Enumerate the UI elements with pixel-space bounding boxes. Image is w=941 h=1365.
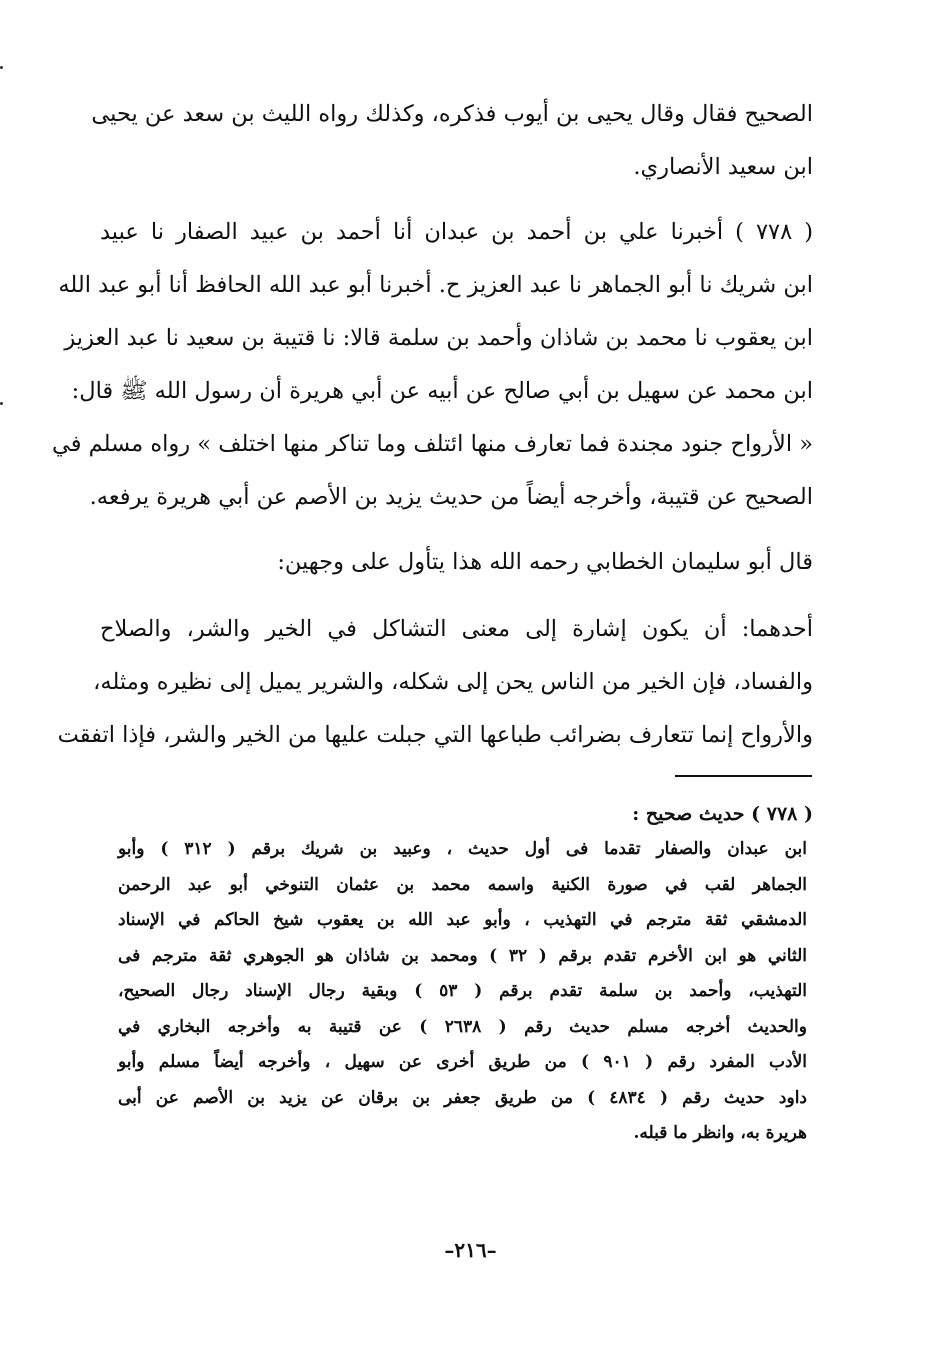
footnote-line: الجماهر لقب في صورة الكنية واسمه محمد بن عثمان التنوخي أبو عبد الرحمن bbox=[118, 874, 807, 895]
text-line: الصحيح عن قتيبة، وأخرجه أيضاً من حديث يزيد بن الأصم عن أبي هريرة يرفعه. bbox=[89, 484, 813, 510]
text-line: ابن محمد عن سهيل بن أبي صالح عن أبيه عن أبي هريرة أن رسول الله ﷺ قال: bbox=[71, 378, 813, 404]
main-text-body bbox=[52, 88, 814, 762]
footnote-line: داود حديث رقم ( ٤٨٣٤ ) من طريق جعفر بن برقان عن يزيد بن الأصم عن أبى bbox=[118, 1087, 808, 1108]
margin-mark bbox=[0, 66, 3, 69]
margin-mark bbox=[0, 402, 3, 405]
text-line: ابن يعقوب نا محمد بن شاذان وأحمد بن سلمة قالا: نا قتيبة بن سعيد نا عبد العزيز bbox=[64, 325, 813, 351]
footnote-line: الدمشقي ثقة مترجم في التهذيب ، وأبو عبد الله بن يعقوب شيخ الحاكم في الإسناد bbox=[118, 910, 807, 930]
footnote-line: الأدب المفرد رقم ( ٩٠١ ) من طريق أخرى عن سهيل ، وأخرجه أيضاً مسلم وأبو bbox=[118, 1052, 808, 1072]
text-line: أحدهما: أن يكون إشارة إلى معنى التشاكل في الخير والشر، والصلاح bbox=[100, 616, 813, 642]
page-number: –٢١٦– bbox=[444, 1238, 497, 1262]
footnote-line: التهذيب، وأحمد بن سلمة تقدم برقم ( ٥٣ ) وبقية رجال الإسناد رجال الصحيح، bbox=[118, 981, 807, 1001]
footnote-title: ( ٧٧٨ ) حديث صحيح : bbox=[632, 803, 813, 825]
footnote-line: ابن عبدان والصفار تقدما فى أول حديث ، وعبيد بن شريك برقم ( ٣١٢ ) وأبو bbox=[118, 839, 807, 859]
footnote-line: هريرة به، وانظر ما قبله. bbox=[633, 1123, 807, 1143]
footnote-line: والحديث أخرجه مسلم حديث رقم ( ٢٦٣٨ ) عن قتيبة به وأخرجه البخاري في bbox=[118, 1016, 807, 1037]
text-line: ابن سعيد الأنصاري. bbox=[633, 154, 813, 180]
text-line: « الأرواح جنود مجندة فما تعارف منها ائتلف وما تناكر منها اختلف » رواه مسلم في bbox=[52, 431, 813, 457]
footnote-line: الثاني هو ابن الأخرم تقدم برقم ( ٣٢ ) ومحمد بن شاذان هو الجوهري ثقة مترجم فى bbox=[118, 945, 807, 966]
hadith-778-line: ( ٧٧٨ ) أخبرنا علي بن أحمد بن عبدان أنا أحمد بن عبيد الصفار نا عبيد bbox=[100, 219, 814, 245]
text-line: والأرواح إنما تتعارف بضرائب طباعها التي جبلت عليها من الخير والشر، فإذا اتفقت bbox=[57, 722, 813, 748]
text-line: ابن شريك نا أبو الجماهر نا عبد العزيز ح. أخبرنا أبو عبد الله الحافظ أنا أبو عبد الله bbox=[58, 272, 813, 298]
text-line: قال أبو سليمان الخطابي رحمه الله هذا يتأول على وجهين: bbox=[277, 549, 813, 575]
footnote bbox=[118, 796, 813, 1152]
text-line: والفساد، فإن الخير من الناس يحن إلى شكله، والشرير يميل إلى نظيره ومثله، bbox=[93, 669, 813, 695]
text-line: الصحيح فقال وقال يحيى بن أيوب فذكره، وكذلك رواه الليث بن سعد عن يحيى bbox=[91, 101, 813, 127]
footnote-divider bbox=[675, 775, 812, 777]
